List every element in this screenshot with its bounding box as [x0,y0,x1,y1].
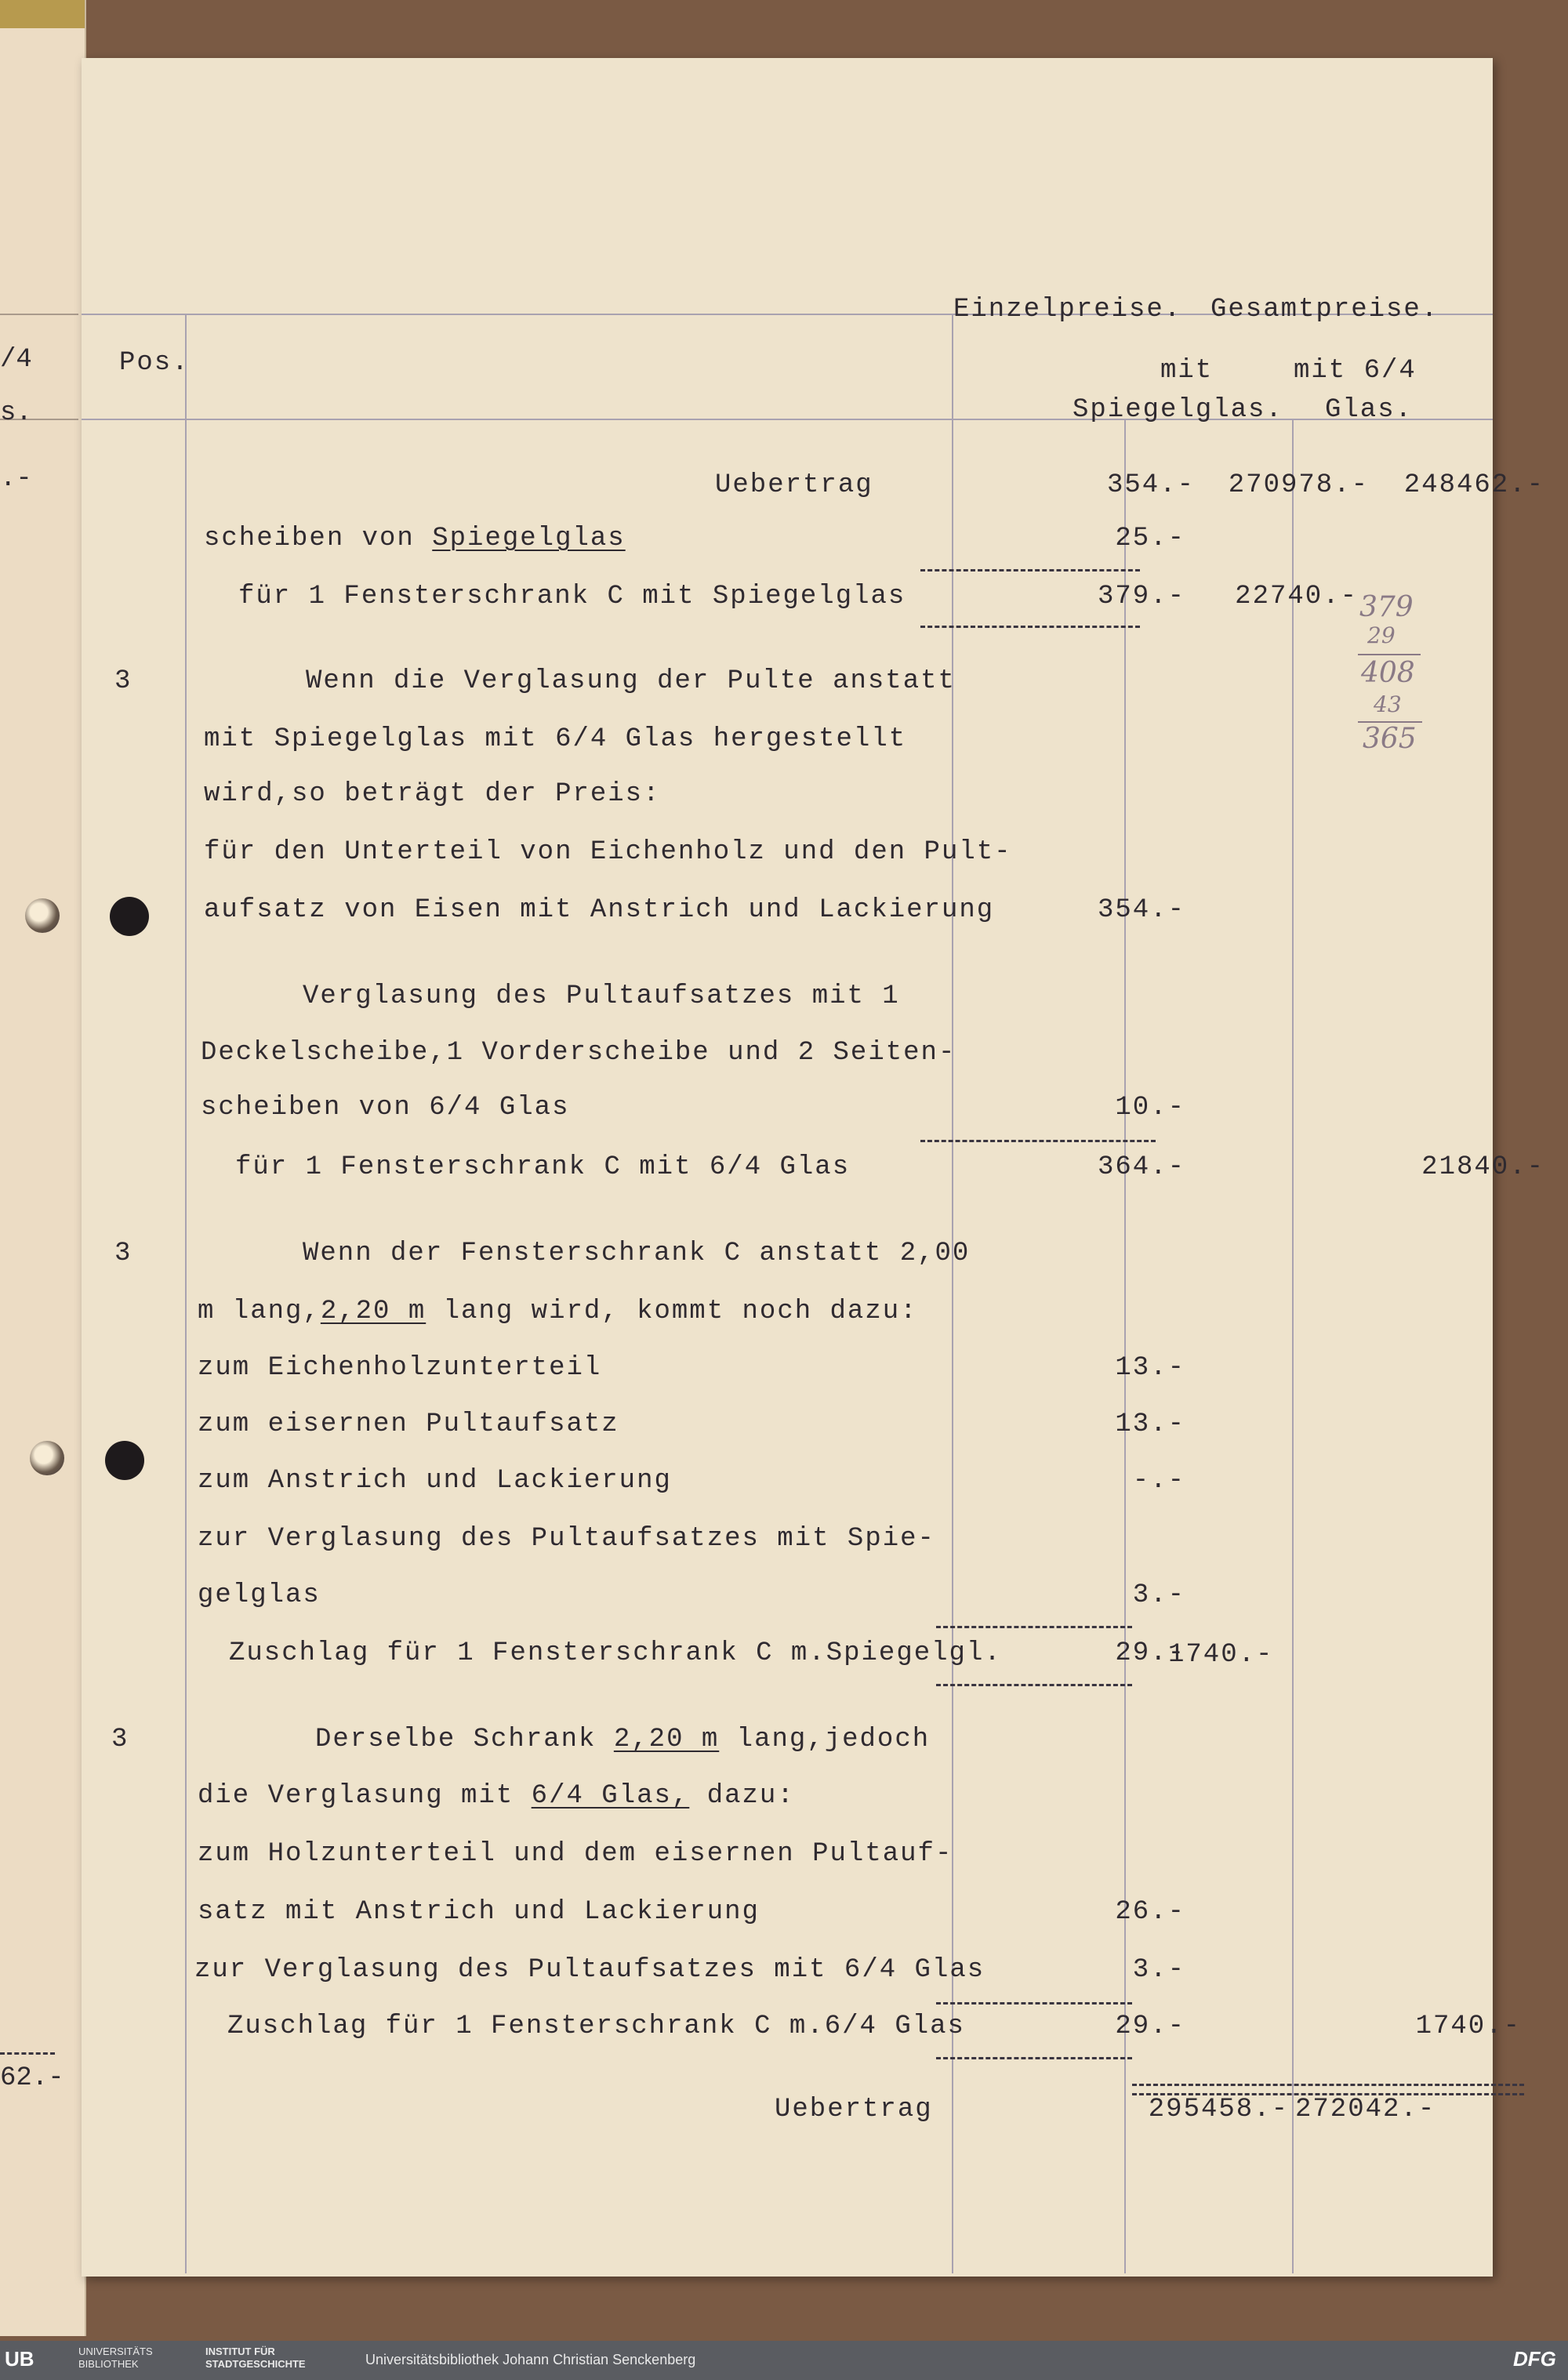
header-mit: mit [1160,356,1214,386]
line-text: mit Spiegelglas mit 6/4 Glas hergestellt [204,724,907,754]
header-mit-64: mit 6/4 [1294,356,1417,386]
unit-price: 364.- [1097,1152,1185,1182]
document-page [82,58,1544,2277]
line-text-part: scheiben von [204,524,433,553]
line-text: Zuschlag für 1 Fensterschrank C m.6/4 Glas [227,2012,965,2041]
line-text-part: dazu: [689,1781,795,1811]
header-glas: Glas. [1325,395,1414,425]
sum-rule [936,1626,1132,1628]
total-spiegel: 1740.- [1168,1640,1274,1670]
line-text [204,524,626,553]
punch-hole-icon [105,1441,144,1480]
line-text: Verglasung des Pultaufsatzes mit 1 [303,981,900,1011]
previous-page-edge [0,0,86,2336]
punch-hole-icon [25,898,60,933]
footer-bar [0,2341,1568,2380]
pos-column-rule [185,314,187,2273]
unit-price: 29.- [1115,2012,1185,2041]
carry-over-glas: 272042.- [1295,2095,1436,2124]
underlined-text: 6/4 Glas, [531,1781,690,1811]
sum-rule [936,1684,1132,1686]
previous-page-dash [0,2052,55,2055]
glas-column-rule [1292,419,1294,2273]
punch-hole-icon [30,1441,64,1475]
dfg-logo: DFG [1513,2347,1556,2371]
handwritten-note: 365 [1363,723,1417,755]
carry-over-label: Uebertrag [715,470,873,500]
line-text: für den Unterteil von Eichenholz und den Pult- [204,837,1012,867]
underlined-text: 2,20 m [613,1725,720,1754]
carry-over-spiegel: 270978.- [1228,470,1369,500]
unit-price: 26.- [1115,1897,1185,1927]
previous-page-tab [0,0,85,28]
handwritten-note: 408 [1361,657,1415,689]
ub-logo-sub: UNIVERSITÄTS [78,2346,153,2357]
line-text-part: Derselbe Schrank [315,1725,614,1754]
line-text: zum eisernen Pultaufsatz [198,1409,619,1439]
line-text: zum Eichenholzunterteil [198,1353,602,1383]
line-text: wird,so beträgt der Preis: [204,779,661,809]
header-spiegelglas: Spiegelglas. [1073,395,1283,425]
line-text-part: lang,jedoch [719,1725,931,1754]
position-number: 3 [114,1239,132,1268]
handwritten-note: 29 [1367,622,1396,648]
line-text: für 1 Fensterschrank C mit Spiegelglas [238,582,906,611]
underlined-text: 2,20 m [320,1297,426,1326]
handwritten-note: 43 [1374,691,1402,717]
unit-price: 3.- [1132,1580,1185,1610]
line-text: satz mit Anstrich und Lackierung [198,1897,760,1927]
header-total-price: Gesamtpreise. [1210,295,1439,325]
prev-fragment: .- [0,464,32,494]
previous-page-rule [0,314,78,315]
carry-over-unit: 354.- [1106,470,1195,500]
prev-fragment: /4 [0,345,32,375]
line-text [198,1781,795,1811]
line-text: gelglas [198,1580,321,1610]
line-text: Wenn die Verglasung der Pulte anstatt [306,666,956,696]
carry-over-glas: 248462.- [1403,470,1544,500]
institute-logo: INSTITUT FÜR [205,2346,275,2357]
unit-price: 379.- [1097,582,1185,611]
line-text: für 1 Fensterschrank C mit 6/4 Glas [235,1152,851,1182]
unit-price: 13.- [1115,1353,1185,1383]
unit-price: 354.- [1097,895,1185,925]
line-text: Zuschlag für 1 Fensterschrank C m.Spiegelgl. [229,1638,1002,1668]
line-text: zur Verglasung des Pultaufsatzes mit Spie- [198,1524,935,1554]
line-text: aufsatz von Eisen mit Anstrich und Lackierung [204,895,995,925]
total-glas: 1740.- [1415,2012,1521,2041]
unit-price: 29.- [1115,1638,1185,1668]
prev-fragment: s. [0,398,32,428]
unit-price: -.- [1132,1466,1185,1496]
unit-price: 3.- [1132,1955,1185,1985]
line-text: zur Verglasung des Pultaufsatzes mit 6/4 Glas [194,1955,985,1985]
carry-over-label: Uebertrag [775,2095,933,2124]
unit-price: 10.- [1115,1093,1185,1123]
underlined-text: Spiegelglas [432,524,626,553]
line-text-part: die Verglasung mit [198,1781,532,1811]
sum-rule [936,2057,1132,2059]
institute-logo: STADTGESCHICHTE [205,2358,306,2370]
header-unit-price: Einzelpreise. [953,295,1182,325]
total-spiegel: 22740.- [1235,582,1358,611]
position-number: 3 [114,666,132,696]
line-text: scheiben von 6/4 Glas [201,1093,570,1123]
library-name: Universitätsbibliothek Johann Christian Senckenberg [365,2352,696,2367]
sum-rule [920,626,1140,628]
handwritten-note: 379 [1359,591,1414,623]
sum-rule [920,569,1140,571]
header-pos: Pos. [119,348,190,378]
sum-rule [936,2002,1132,2004]
spiegel-column-rule [1124,419,1126,2273]
unit-price: 25.- [1115,524,1185,553]
line-text: zum Anstrich und Lackierung [198,1466,672,1496]
sum-rule [1132,2084,1524,2086]
carry-over-spiegel: 295458.- [1148,2095,1289,2124]
line-text [198,1297,918,1326]
ub-logo: UB [5,2347,34,2371]
line-text [315,1725,930,1754]
line-text: Wenn der Fensterschrank C anstatt 2,00 [303,1239,971,1268]
position-number: 3 [111,1725,129,1754]
prev-fragment: 62.- [0,2063,64,2093]
unit-price: 13.- [1115,1409,1185,1439]
handwritten-rule [1358,654,1421,655]
sum-rule [920,1140,1156,1142]
line-text: Deckelscheibe,1 Vorderscheibe und 2 Seiten- [201,1038,956,1068]
line-text: zum Holzunterteil und dem eisernen Pultauf- [198,1839,953,1869]
ub-logo-sub: BIBLIOTHEK [78,2358,139,2370]
total-glas: 21840.- [1421,1152,1544,1182]
line-text-part: lang wird, kommt noch dazu: [426,1297,918,1326]
line-text-part: m lang, [198,1297,321,1326]
punch-hole-icon [110,897,149,936]
